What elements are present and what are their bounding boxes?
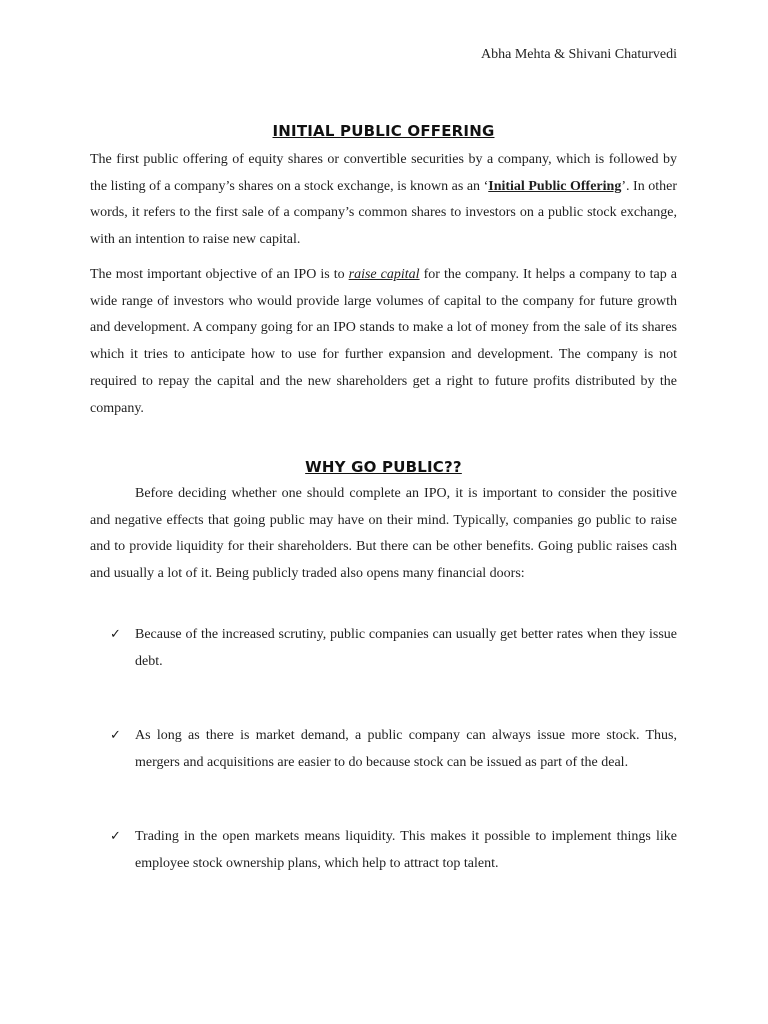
list-item — [110, 723, 677, 776]
check-mark-icon: ✓ — [110, 728, 121, 743]
list-item-text: Trading in the open markets means liquidity. This makes it possible to implement things like employee stock ownership plans, which help to attract top talent. — [135, 829, 677, 871]
check-mark-icon: ✓ — [110, 829, 121, 844]
paragraph-ipo-definition — [90, 147, 677, 254]
section-title-why-go-public: WHY GO PUBLIC?? — [305, 458, 462, 476]
paragraph-ipo-objective — [90, 262, 677, 422]
paragraph-text: ’. In other words, it refers to the first sale of a company’s common shares to investors on a public stock exchange, with an intention to raise new capital. — [90, 178, 677, 248]
term-raise-capital: raise capital — [348, 267, 420, 282]
paragraph-text: for the company. It helps a company to tap a wide range of investors who would provide large volumes of capital to the company for future growth and development. A company going for an IPO stands to make a lot of money from the sale of its shares which it tries to anticipate how to use for further expansion and development. The company is not required to repay the capital and the new shareholders get a right to future profits distributed by the company. — [90, 267, 677, 416]
term-initial-public-offering: Initial Public Offering — [488, 178, 622, 194]
list-item-text: Because of the increased scrutiny, public companies can usually get better rates when they issue debt. — [135, 627, 677, 669]
list-item — [110, 622, 677, 675]
paragraph-text: The most important objective of an IPO is to — [90, 267, 349, 282]
check-mark-icon: ✓ — [110, 627, 121, 642]
list-item-text: As long as there is market demand, a public company can always issue more stock. Thus, mergers and acquisitions are easier to do because stock can be issued as part of the deal. — [135, 728, 677, 770]
paragraph-text: The first public offering of equity shares or convertible securities by a company, which is followed by the listing of a company’s shares on a stock exchange, is known as an ‘ — [90, 152, 677, 194]
list-item — [110, 824, 677, 877]
author-header: Abha Mehta & Shivani Chaturvedi — [481, 47, 677, 62]
paragraph-why-go-public: Before deciding whether one should complete an IPO, it is important to consider the positive and negative effects that going public may have on their mind. Typically, companies go public to raise and to provide liquidity for their shareholders. But there can be other benefits. Going public raises cash and usually a lot of it. Being publicly traded also opens many financial doors: — [90, 486, 677, 582]
section-title-ipo: INITIAL PUBLIC OFFERING — [272, 122, 495, 140]
